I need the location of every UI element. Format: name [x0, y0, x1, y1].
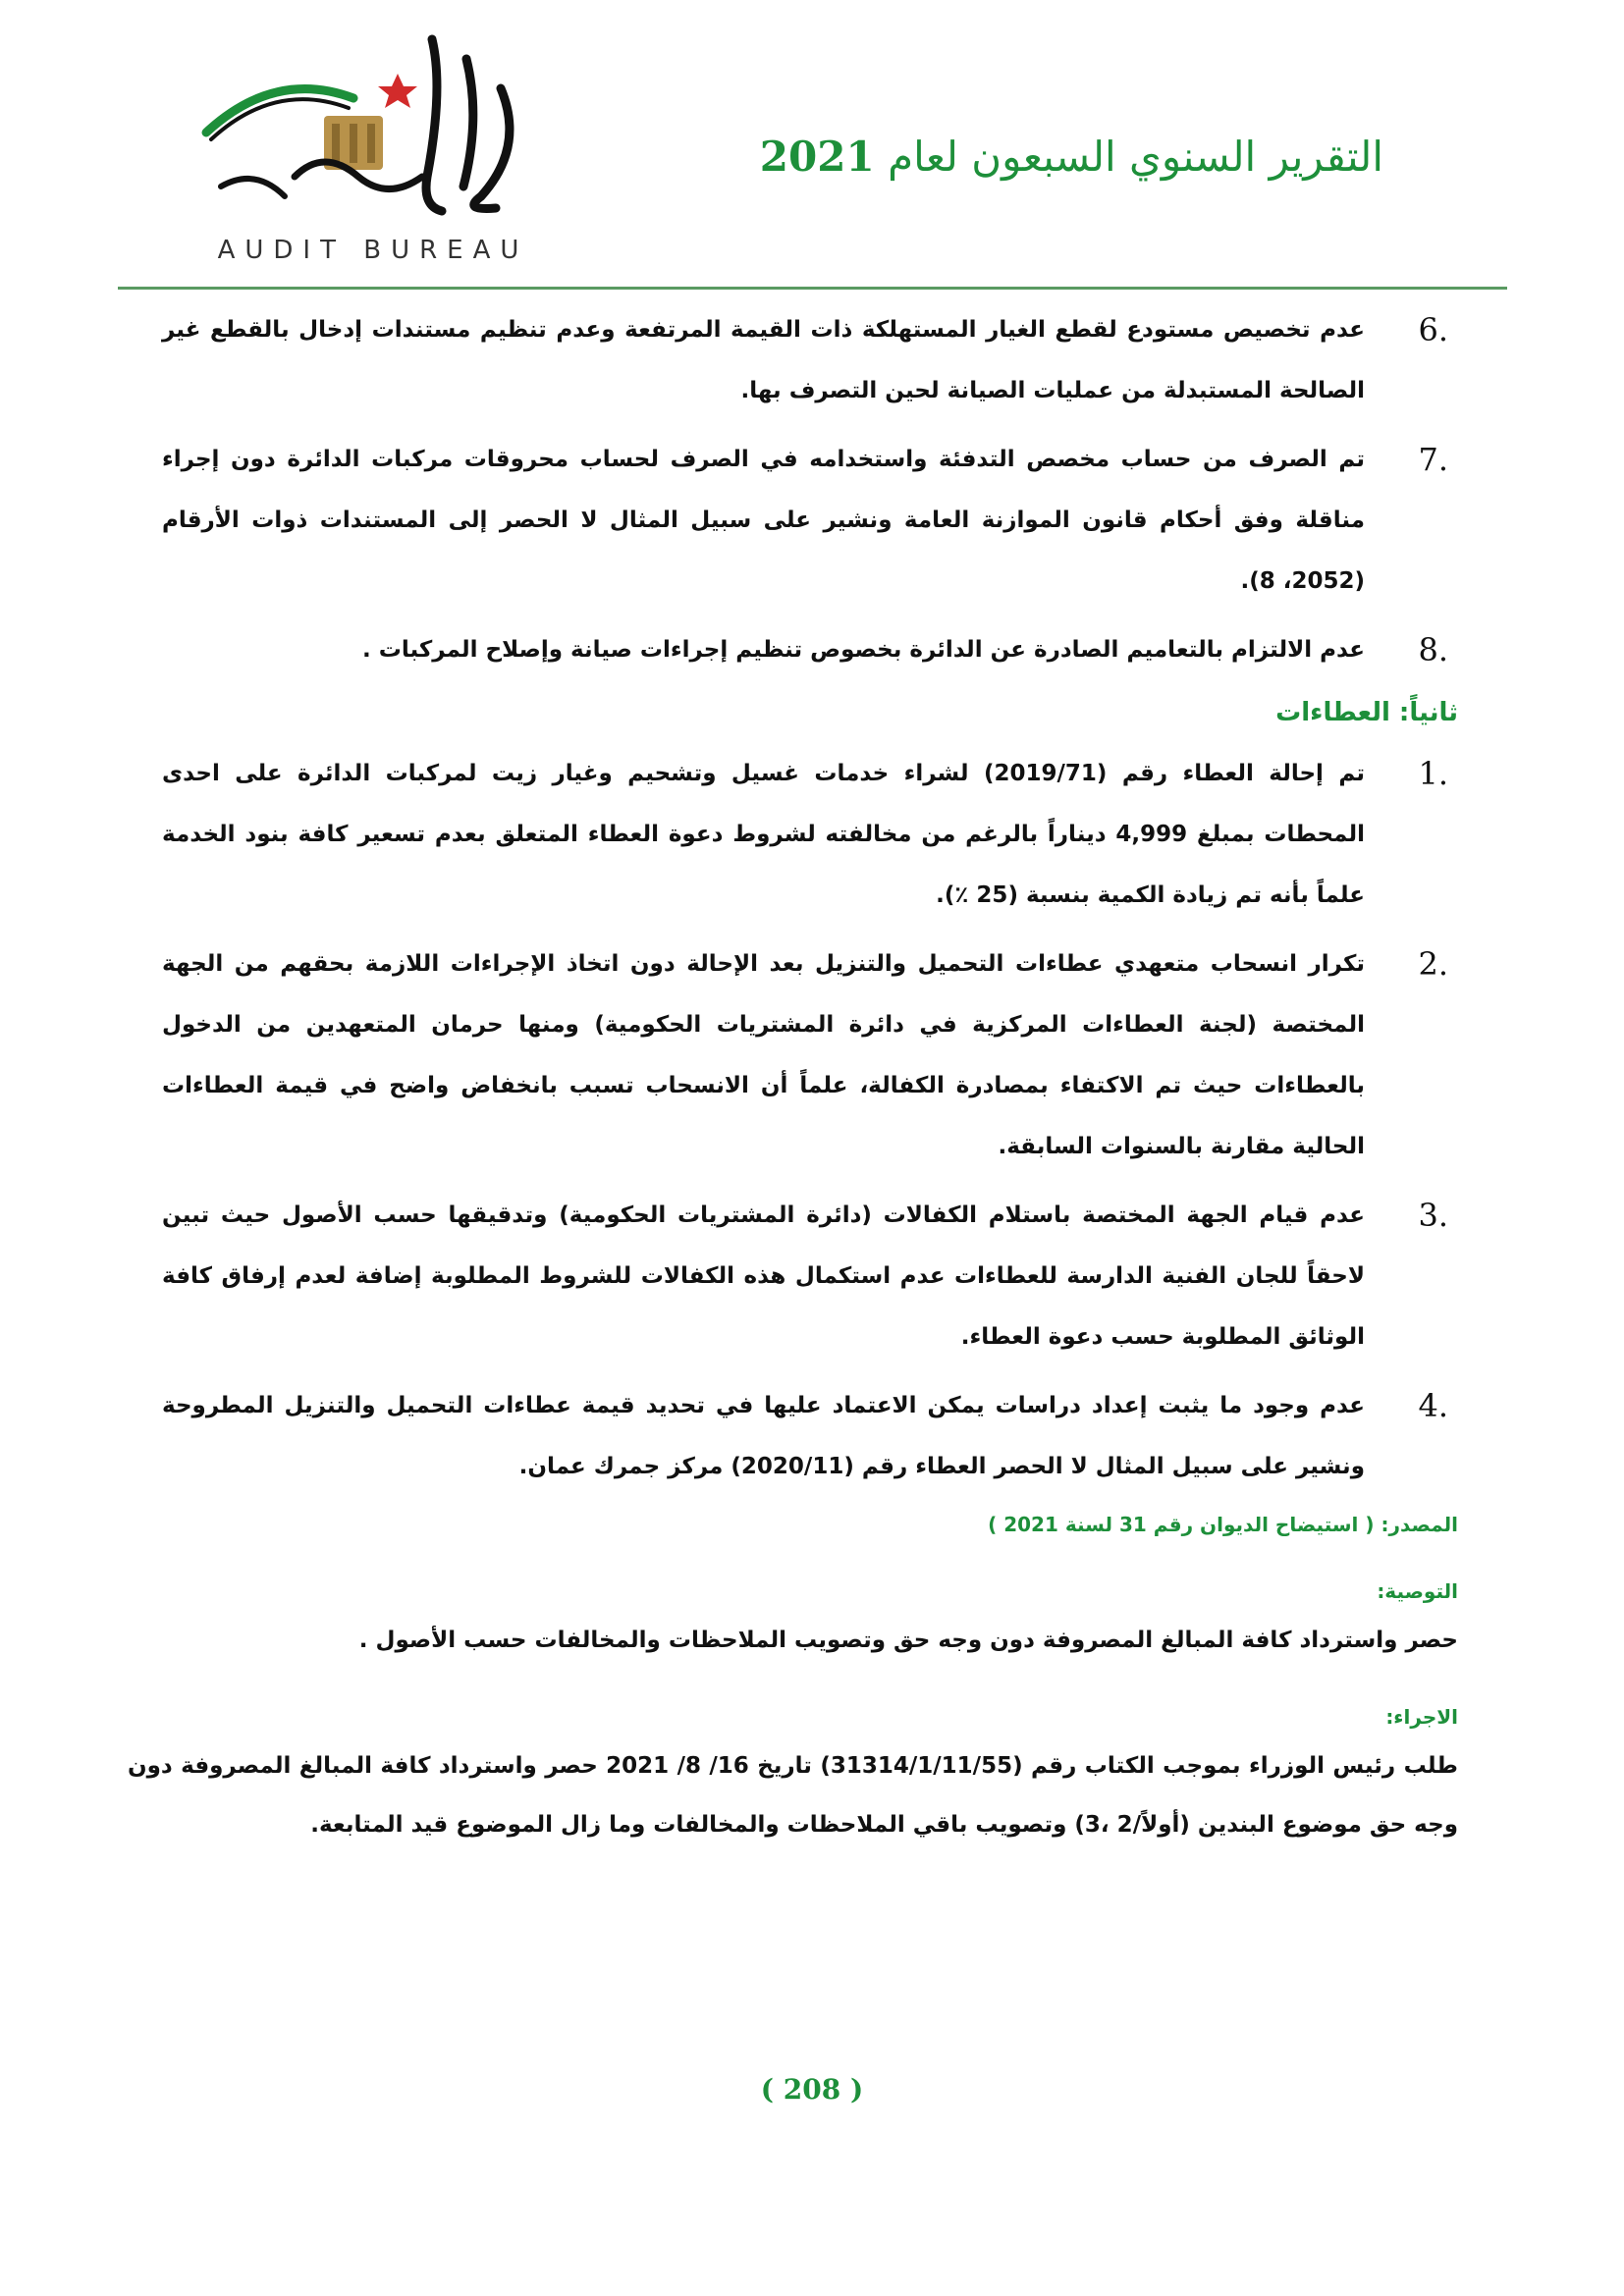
report-title	[760, 133, 1383, 181]
recommendation-title: التوصية:	[1377, 1579, 1458, 1603]
audit-bureau-logo	[187, 29, 560, 265]
action-title: الاجراء:	[1385, 1705, 1458, 1729]
item-number: 2.	[1418, 945, 1448, 983]
section-title-tenders: ثانياً: العطاءات	[1275, 698, 1458, 727]
item-text: عدم قيام الجهة المختصة باستلام الكفالات (دائرة المشتريات الحكومية) وتدقيقها حسب الأصول حيث تبين لاحقاً للجان الفنية الدارسة للعطاءات عدم استكمال هذه الكفالات للشروط المطلوبة إضافة لعدم إرفاق كافة الوثائق المطلوبة حسب دعوة العطاء.	[162, 1202, 1365, 1350]
list-item	[162, 619, 1458, 680]
item-text: عدم الالتزام بالتعاميم الصادرة عن الدائرة بخصوص تنظيم إجراءات صيانة وإصلاح المركبات .	[362, 637, 1365, 663]
page-header	[0, 0, 1624, 294]
item-text: تم إحالة العطاء رقم (2019/71) لشراء خدمات غسيل وتشحيم وغيار زيت لمركبات الدائرة على احدى المحطات بمبلغ 4,999 ديناراً بالرغم من مخالفته لشروط دعوة العطاء المتعلق بعدم تسعير كافة بنود الخدمة علماً بأنه تم زيادة الكمية بنسبة (25 ٪).	[162, 761, 1365, 908]
item-number: 1.	[1418, 755, 1448, 792]
item-number: 3.	[1418, 1197, 1448, 1234]
item-text: عدم وجود ما يثبت إعداد دراسات يمكن الاعتماد عليها في تحديد قيمة عطاءات التحميل والتنزيل المطروحة ونشير على سبيل المثال لا الحصر العطاء رقم (2020/11) مركز جمرك عمان.	[162, 1393, 1365, 1479]
source-note: المصدر: ( استيضاح الديوان رقم 31 لسنة 2021 )	[988, 1513, 1458, 1536]
item-text: تم الصرف من حساب مخصص التدفئة واستخدامه في الصرف لحساب محروقات مركبات الدائرة دون إجراء مناقلة وفق أحكام قانون الموازنة العامة ونشير على سبيل المثال لا الحصر إلى المستندات ذوات الأرقام (2052، 8).	[162, 447, 1365, 594]
item-number: 8.	[1418, 631, 1448, 668]
list-item	[162, 1375, 1458, 1497]
list-item	[162, 934, 1458, 1177]
report-title-text: التقرير السنوي السبعون لعام	[888, 133, 1383, 181]
report-year: 2021	[759, 133, 875, 181]
item-text: عدم تخصيص مستودع لقطع الغيار المستهلكة ذات القيمة المرتفعة وعدم تنظيم مستندات إدخال بالقطع غير الصالحة المستبدلة من عمليات الصيانة لحين التصرف بها.	[162, 317, 1365, 403]
action-text: طلب رئيس الوزراء بموجب الكتاب رقم (31314/1/11/55) تاريخ 16/ 8/ 2021 حصر واسترداد كافة المبالغ المصروفة دون وجه حق موضوع البندين (أولاً/2 ،3) وتصويب باقي الملاحظات والمخالفات وما زال الموضوع قيد المتابعة.	[128, 1753, 1458, 1838]
logo-emblem-icon	[187, 29, 560, 236]
list-item	[162, 743, 1458, 926]
item-number: 7.	[1418, 441, 1448, 478]
item-text: تكرار انسحاب متعهدي عطاءات التحميل والتنزيل بعد الإحالة دون اتخاذ الإجراءات اللازمة بحقهم من الجهة المختصة (لجنة العطاءات المركزية في دائرة المشتريات الحكومية) ومنها حرمان المتعهدين من الدخول بالعطاءات حيث تم الاكتفاء بمصادرة الكفالة، علماً أن الانسحاب تسبب بانخفاض واضح في قيمة العطاءات الحالية مقارنة بالسنوات السابقة.	[162, 951, 1365, 1159]
list-item	[162, 299, 1458, 421]
recommendation-text: حصر واسترداد كافة المبالغ المصروفة دون وجه حق وتصويب الملاحظات والمخالفات حسب الأصول .	[358, 1628, 1458, 1653]
item-number: 6.	[1418, 311, 1448, 348]
header-divider	[118, 287, 1507, 290]
list-item	[162, 429, 1458, 612]
item-number: 4.	[1418, 1387, 1448, 1424]
logo-english-text: AUDIT BUREAU	[217, 236, 529, 265]
document-body	[128, 299, 1458, 1854]
list-item	[162, 1185, 1458, 1367]
page-number: ( 208 )	[760, 2073, 864, 2106]
